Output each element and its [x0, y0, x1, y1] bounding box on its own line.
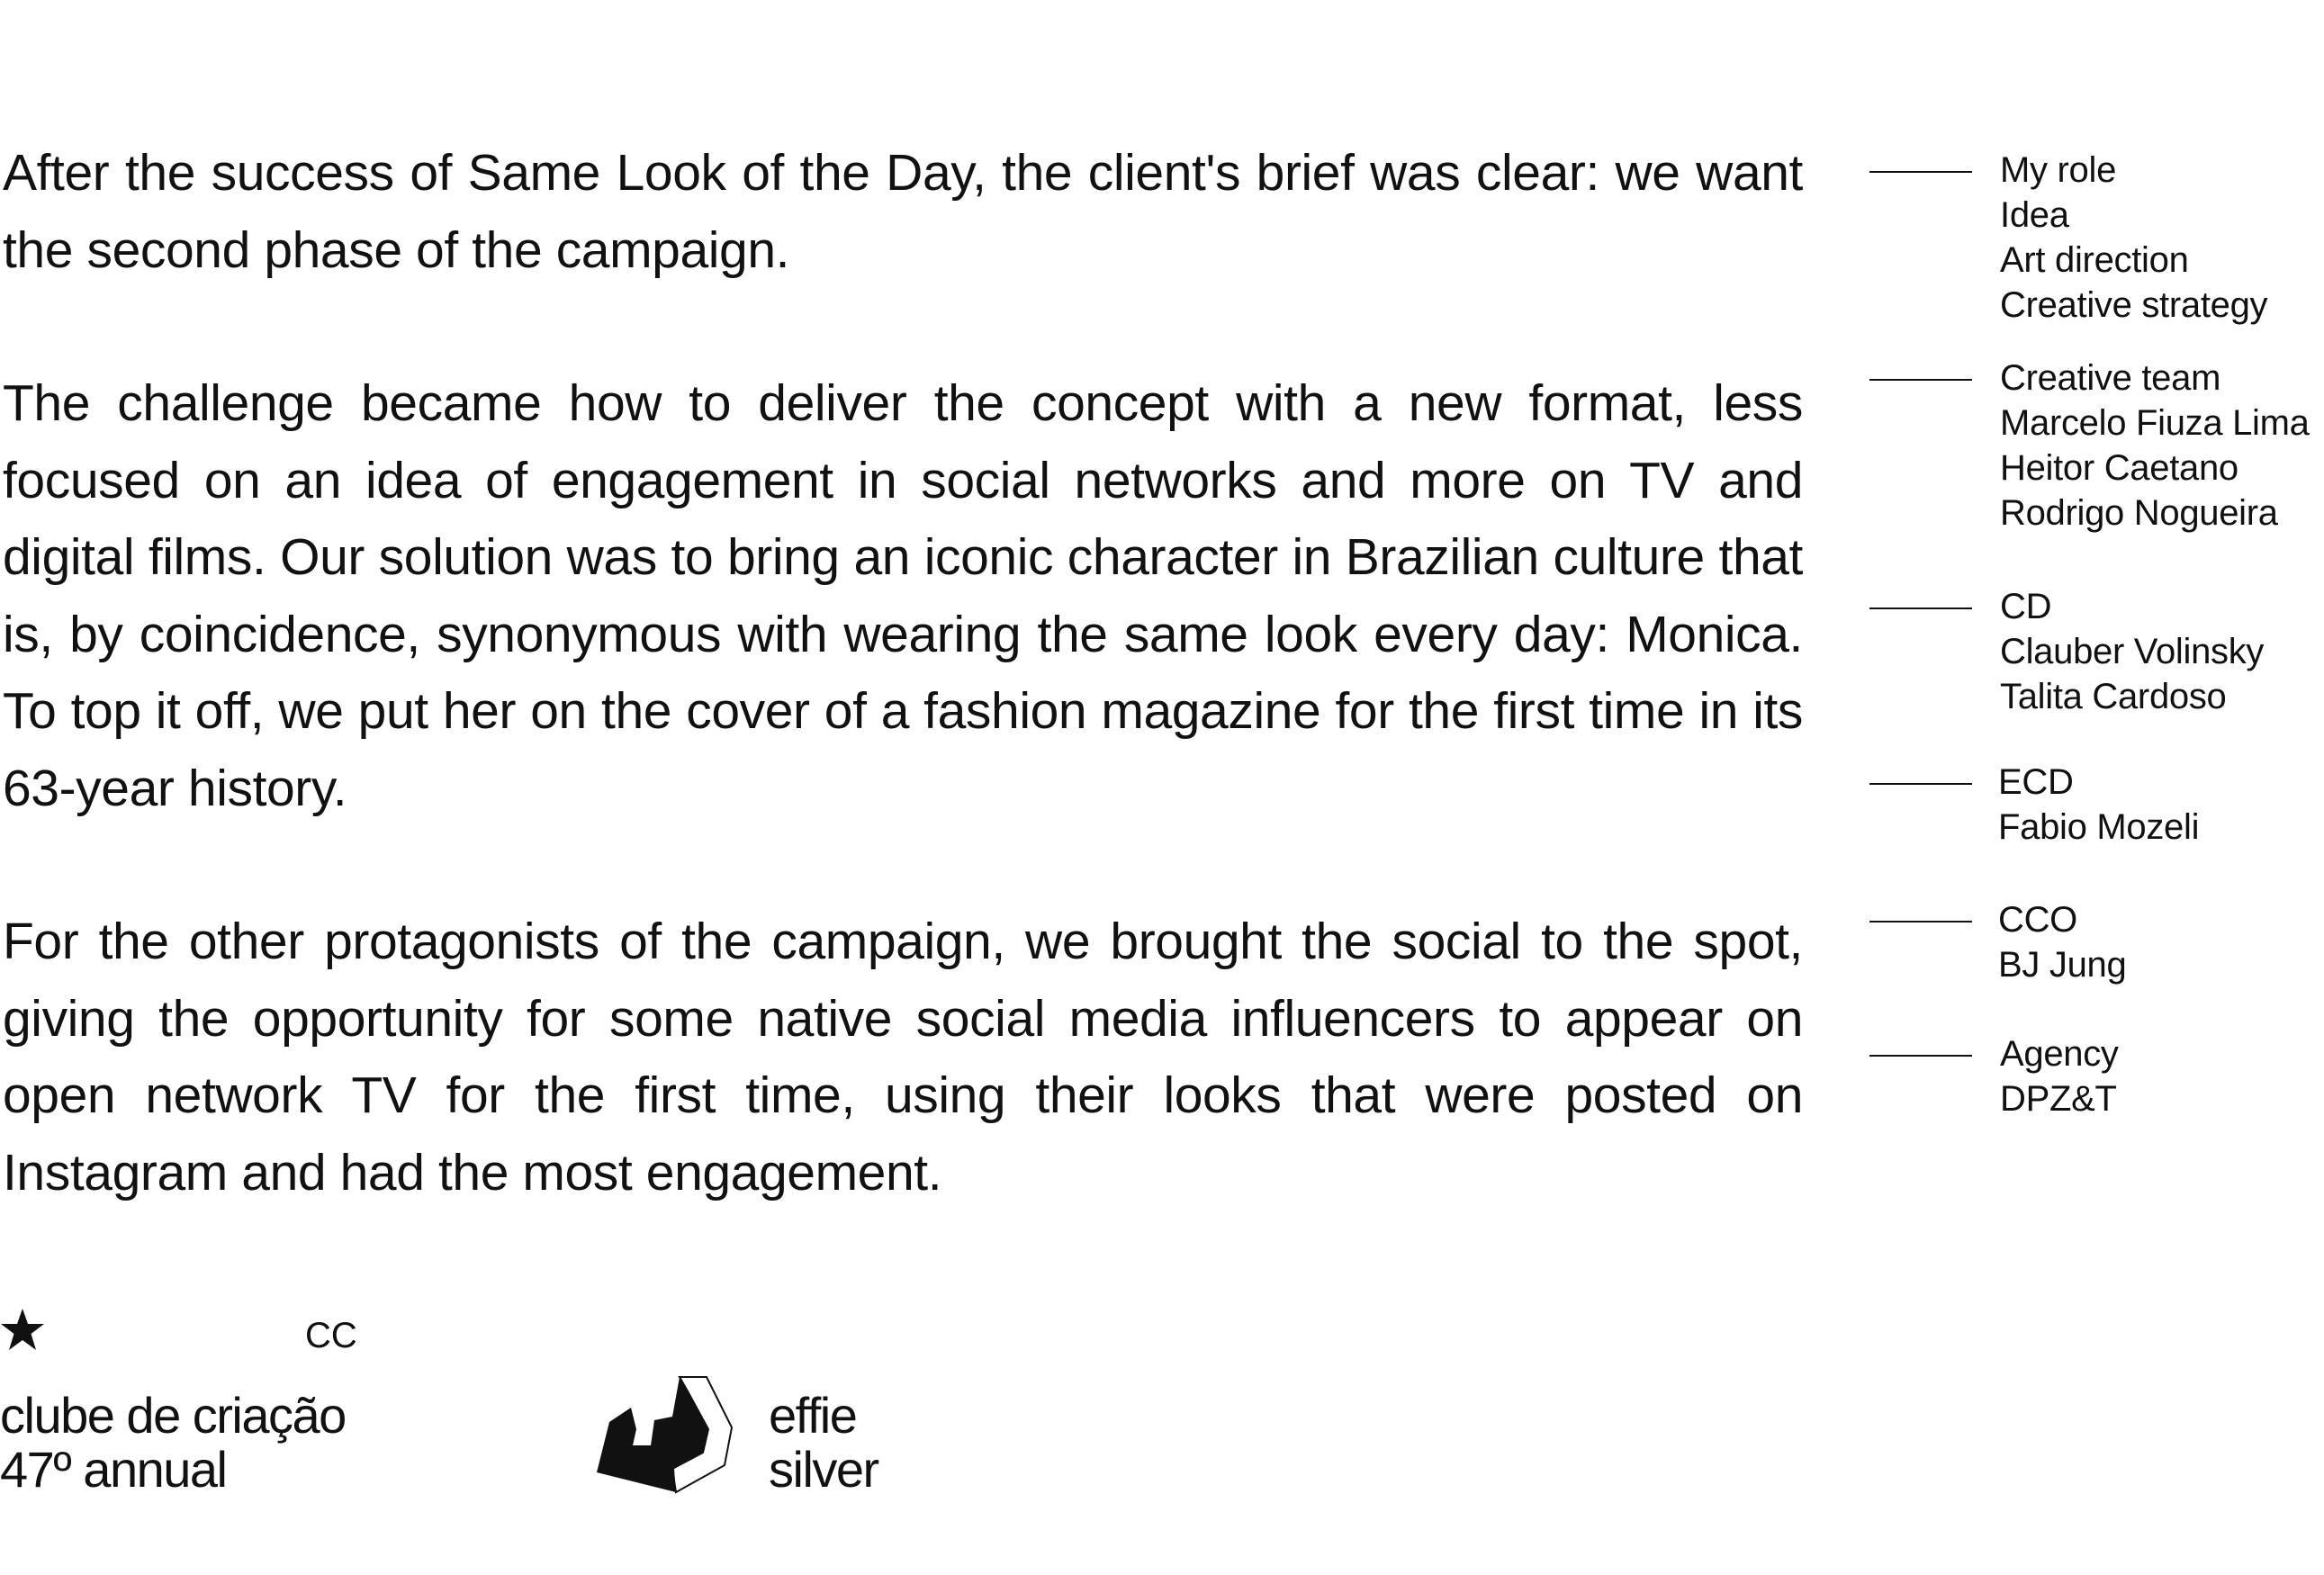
effie-award-label: [769, 1389, 878, 1497]
effie-award-name: effie: [769, 1387, 857, 1444]
club-award-tag: CC: [305, 1316, 357, 1355]
divider: [1869, 608, 1972, 609]
credit-line: Creative strategy: [2000, 285, 2268, 325]
credit-title: CCO: [1998, 900, 2077, 940]
credit-line: BJ Jung: [1998, 945, 2127, 985]
credit-line: Idea: [2000, 195, 2069, 235]
effie-award-level: silver: [769, 1441, 878, 1498]
description-paragraph: After the success of Same Look of the Day, the client's brief was clear: we want the second phase of the campaign.: [3, 144, 1803, 279]
credit-title: CD: [2000, 587, 2052, 626]
club-award-edition: 47º annual: [0, 1441, 227, 1498]
credit-line: Talita Cardoso: [2000, 677, 2227, 716]
divider: [1869, 783, 1972, 785]
description-paragraph: The challenge became how to deliver the concept with a new format, less focused on an idea of engagement in social networks and more on TV and digital films. Our solution was to bring an iconic character in Brazilian culture that is, by coincidence, synonymous with wearing the same look every day: Monica. To top it off, we put her on the cover of a fashion magazine for the first time in its 63-year history.: [3, 374, 1803, 817]
divider: [1869, 921, 1972, 922]
credit-line: Art direction: [2000, 240, 2189, 280]
credit-line: Heitor Caetano: [2000, 448, 2238, 488]
credit-title: My role: [2000, 150, 2117, 190]
credit-title: Agency: [2000, 1034, 2119, 1074]
credit-title: ECD: [1998, 762, 2074, 802]
credit-line: DPZ&T: [2000, 1079, 2117, 1119]
credit-line: Fabio Mozeli: [1998, 807, 2200, 847]
effie-logo-icon: [597, 1375, 734, 1494]
club-award-name: clube de criação: [0, 1387, 346, 1444]
project-description: [3, 135, 1803, 1211]
divider: [1869, 379, 1972, 381]
credit-line: Marcelo Fiuza Lima: [2000, 403, 2310, 443]
description-paragraph: For the other protagonists of the campaign, we brought the social to the spot, giving the opportunity for some native social media influencers to appear on open network TV for the first time, using their looks that were posted on Instagram and had the most engagement.: [3, 913, 1803, 1202]
credit-line: Clauber Volinsky: [2000, 632, 2265, 671]
credit-line: Rodrigo Nogueira: [2000, 493, 2278, 533]
divider: [1869, 1055, 1972, 1057]
credit-title: Creative team: [2000, 358, 2221, 398]
club-award-label: [0, 1389, 346, 1497]
divider: [1869, 171, 1972, 173]
star-icon: [0, 1307, 45, 1352]
